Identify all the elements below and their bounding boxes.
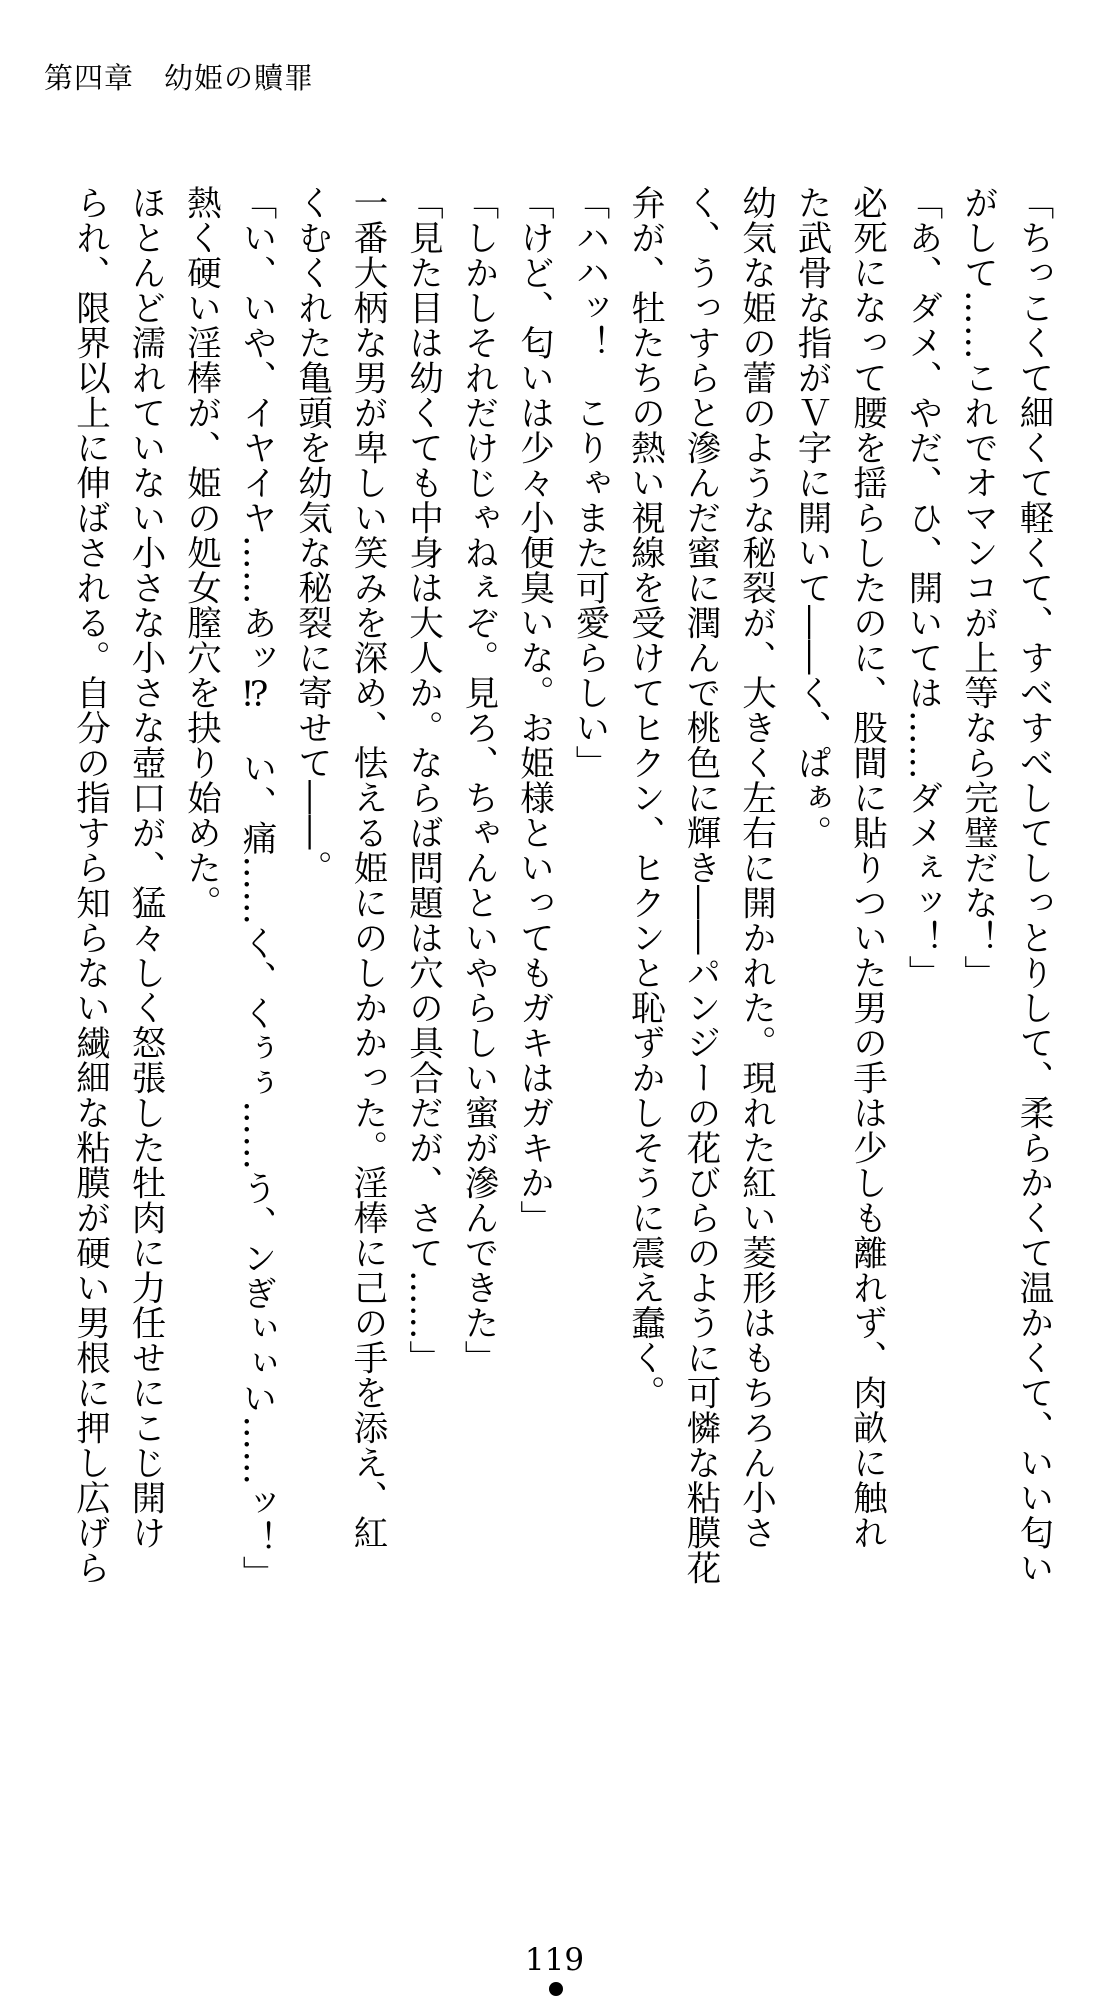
page-number: 119	[524, 1942, 585, 1978]
text-line: 必死になって腰を揺らしたのに、股間に貼りついた男の手は少しも離れず、肉畝に触れ	[846, 185, 887, 1550]
text-line: 「けど、匂いは少々小便臭いな。お姫様といってもガキはガキか」	[513, 185, 554, 1235]
text-line: た武骨な指がＶ字に開いて――く、ぱぁ。	[791, 185, 831, 850]
running-head: 第四章 幼姫の贖罪	[44, 61, 315, 95]
text-line: 「い、いや、イヤイヤ……あッ⁉ い、痛……く、くぅぅ……う、ンぎぃぃい……ッ！」	[236, 185, 276, 1591]
text-line: くむくれた亀頭を幼気な秘裂に寄せて――。	[291, 185, 332, 885]
text-line: く、うっすらと滲んだ蜜に潤んで桃色に輝き――パンジーの花びらのように可憐な粘膜花	[680, 185, 720, 1585]
text-line: られ、限界以上に伸ばされる。自分の指すら知らない繊細な粘膜が硬い男根に押し広げら	[69, 185, 110, 1585]
text-line: 「ちっこくて細くて軽くて、すべすべしてしっとりして、柔らかくて温かくて、いい匂い	[1013, 185, 1053, 1585]
vertical-text-body	[40, 185, 1060, 1645]
text-line: ほとんど濡れていない小さな小さな壺口が、猛々しく怒張した牡肉に力任せにこじ開け	[125, 185, 165, 1550]
text-line: 「ハハッ！ こりゃまた可愛らしい」	[569, 185, 609, 780]
text-line: 一番大柄な男が卑しい笑みを深め、怯える姫にのしかかった。淫棒に己の手を添え、紅	[347, 185, 387, 1550]
text-line: 弁が、牡たちの熱い視線を受けてヒクン、ヒクンと恥ずかしそうに震え蠢く。	[624, 185, 665, 1410]
text-line: 「しかしそれだけじゃねぇぞ。見ろ、ちゃんといやらしい蜜が滲んできた」	[458, 185, 498, 1375]
text-line: がして……これでオマンコが上等なら完璧だな！」	[957, 185, 998, 990]
page-marker-dot	[549, 1982, 563, 1996]
text-line: 「見た目は幼くても中身は大人か。ならば問題は穴の具合だが、さて……」	[402, 185, 443, 1375]
text-line: 熱く硬い淫棒が、姫の処女膣穴を抉り始めた。	[180, 185, 221, 920]
text-line: 「あ、ダメ、やだ、ひ、開いては……ダメぇッ！」	[902, 185, 942, 990]
text-line: 幼気な姫の蕾のような秘裂が、大きく左右に開かれた。現れた紅い菱形はもちろん小さ	[735, 185, 776, 1550]
